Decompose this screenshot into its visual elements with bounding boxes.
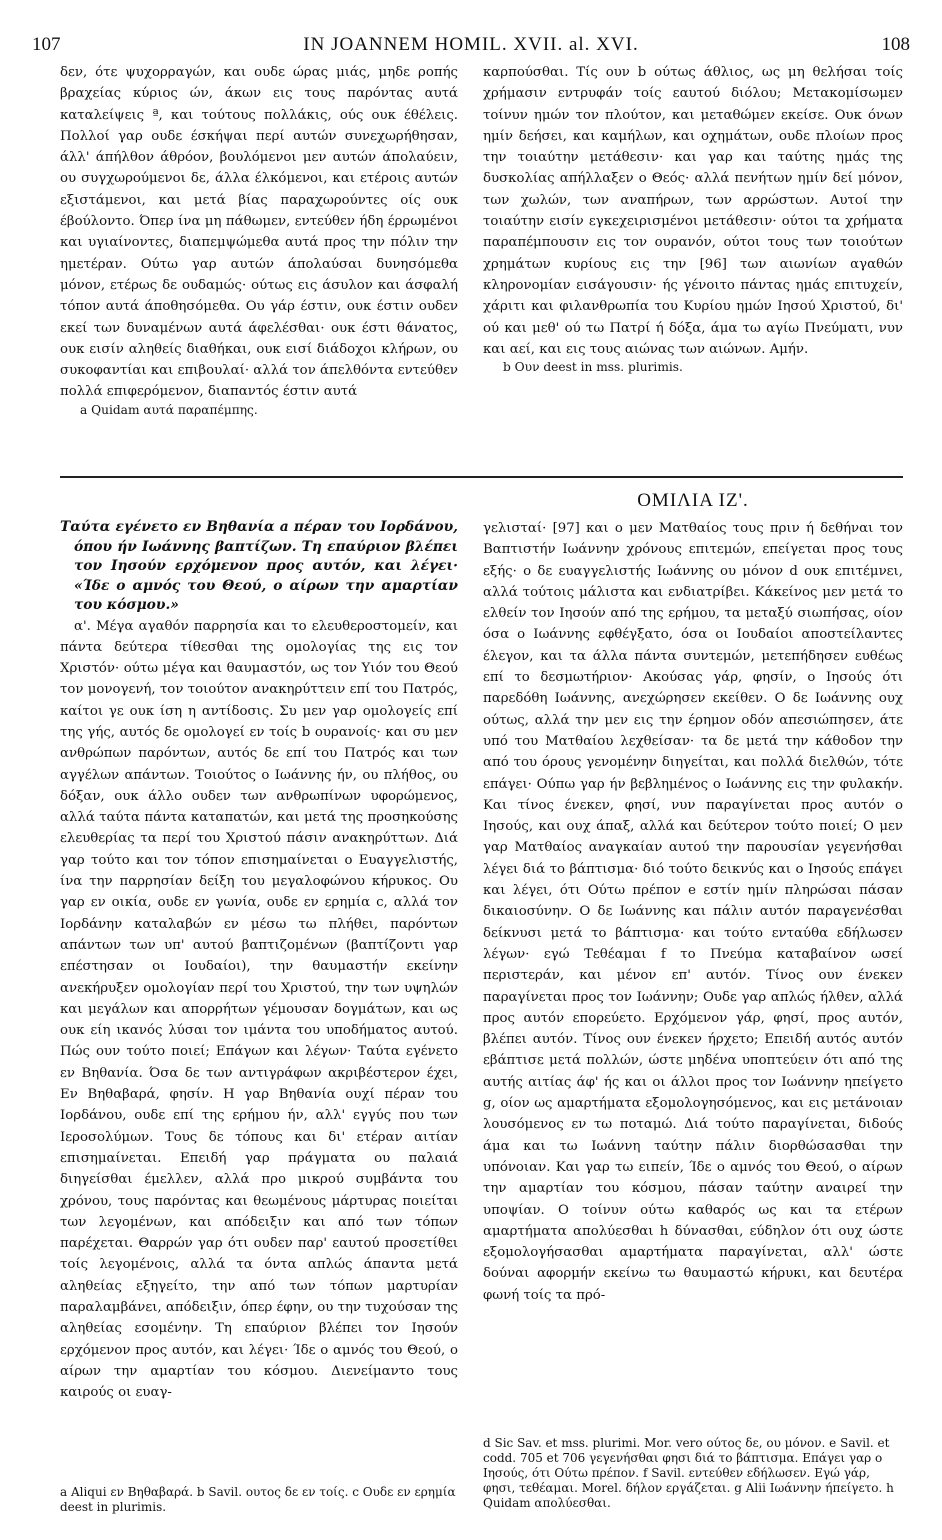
bottom-right-footnotes	[483, 1436, 903, 1512]
footnote-item: d Sic Sav. et mss. plurimi. Mor. vero ούτος δε, ου μόνον. e Savil. et codd. 705 et 706 γεγενήσθαι φησι διά το βάπτισμα. Επάγει γαρ ο Ιησούς, ότι Ούτω πρέπον. f Savil. εντεύθεν εδήλωσεν. Εγώ γάρ, φησι, τεθέαμαι. Morel. δήλον εργάζεται. g Alii Ιωάννην ήπείγετο. h Quidam απολύεσθαι.	[483, 1436, 894, 1510]
bottom-left-text: α'. Μέγα αγαθόν παρρησία και το ελευθεροστομείν, και πάντα δεύτερα τίθεσθαι της ομολογίας της εις τον Χριστόν· ούτω μέγα και θαυμαστόν, ως τον Υιόν του Θεού τον μονογενή, τον τοιούτον ανακηρύττειν επί του Πατρός, καίτοι γε ουκ ίση η αντίδοσις. Συ μεν γαρ ομολογείς επί της γής, αυτός δε ομολογεί εν τοίς b ουρανοίς· και συ μεν ανθρώπων παρόντων, αυτός δε επί του Πατρός και των αγγέλων απάντων. Τοιούτος ο Ιωάννης ήν, ου πλήθος, ου δόξαν, ουκ άλλο ουδεν των ανθρωπίνων υφορώμενος, αλλά ταύτα πάντα καταπατών, και μετά της προσηκούσης ελευθερίας τα περί του Χριστού πάσιν ανακηρύττων. Διά γαρ τούτο και τον τόπον επισημαίνεται ο Ευαγγελιστής, ίνα την παρρησίαν δείξη του μεγαλοφώνου κήρυκος. Ου γαρ εν οικία, ουδε εν γωνία, ουδε εν ερημία c, αλλά τον Ιορδάνην καταλαβών εν μέσω τω πλήθει, παρόντων απάντων των υπ' αυτού βαπτιζομένων (βαπτίζοντι γαρ επέστησαν οι Ιουδαίοι), την θαυμαστήν εκείνην ανεκήρυξεν ομολογίαν περί του Χριστού, την των υψηλών και μεγάλων και απορρήτων γέμουσαν δογμάτων, και ως ουκ είη ικανός λύσαι τον ιμάντα του υποδήματος αυτού. Πώς ουν τούτο ποιεί; Επάγων και λέγων· Ταύτα εγένετο εν Βηθανία. Όσα δε των αντιγράφων ακριβέστερον έχει, Εν Βηθαβαρά, φησίν. Η γαρ Βηθανία ουχί πέραν του Ιορδάνου, ουδε επί της ερήμου ήν, αλλ' εγγύς που των Ιεροσολύμων. Τους δε τόπους και δι' ετέραν αιτίαν επισημαίνεται. Επειδή γαρ πράγματα ου παλαιά διηγείσθαι έμελλεν, αλλά προ μικρού συμβάντα του χρόνου, τους παρόντας και θεωμένους μάρτυρας ποιείται των λεγομένων, και απόδειξιν και από των τόπων παρέχεται. Θαρρών γαρ ότι ουδεν παρ' εαυτού προσετίθει τοίς λεγομένοις, αλλά τα όντα απλώς άπαντα μετά αληθείας εξηγείτο, την από των τόπων μαρτυρίαν παραλαμβάνει, απόδειξιν, όπερ έφην, ου την τυχούσαν της αληθείας εσομένην. Τη επαύριον βλέπει τον Ιησούν ερχόμενον προς αυτόν, και λέγει· Ίδε ο αμνός του Θεού, ο αίρων την αμαρτίαν του κόσμου. Διενείμαντο τους καιρούς οι ευαγ-	[60, 618, 458, 1401]
bottom-right-text: γελισταί· [97] και ο μεν Ματθαίος τους πριν ή δεθήναι τον Βαπτιστήν Ιωάννην χρόνους επιτεμών, επείγεται προς τους εξής· ο δε ευαγγελιστής Ιωάννης ου μόνον d ουκ επιτέμνει, αλλά τούτοις μάλιστα και ενδιατρίβει. Κάκείνος μεν μετά το ελθείν τον Ιησούν από της ερήμου, τα μεταξύ σιωπήσας, οίον όσα ο Ιωάννης εφθέγξατο, όσα οι Ιουδαίοι αποστείλαντες έλεγον, και τα άλλα πάντα συντεμών, μετεπήδησεν ευθέως επί το δεσμωτήριον· Ακούσας γάρ, φησίν, ο Ιησούς ότι παρεδόθη Ιωάννης, ανεχώρησεν εκείθεν. Ο δε Ιωάννης ουχ ούτως, αλλά την μεν εις την έρημον οδόν απεσιώπησεν, άτε υπό του Ματθαίου λεχθείσαν· τα δε μετά την κάθοδον την από του όρους γενομένην διηγείται, και πολλά διελθών, τότε επάγει· Ούπω γαρ ήν βεβλημένος ο Ιωάννης εις την φυλακήν. Και τίνος ένεκεν, φησί, νυν παραγίνεται προς αυτόν ο Ιησούς, και ουχ άπαξ, αλλά και δεύτερον τούτο ποιεί; Ο μεν γαρ Ματθαίος αναγκαίαν αυτού την παρουσίαν γεγενήσθαι λέγει διά το βάπτισμα· διό τούτο δεικνύς και ο Ιησούς επάγει και λέγει, ότι Ούτω πρέπον e εστίν ημίν πληρώσαι πάσαν δικαιοσύνην. Ο δε Ιωάννης και πάλιν αυτόν παραγενέσθαι δείκνυσι μετά το βάπτισμα· και τούτο ενταύθα εδήλωσεν λέγων· εγώ Τεθέαμαι f το Πνεύμα καταβαίνον ωσεί περιστεράν, και μένον επ' αυτόν. Τίνος ουν ένεκεν παραγίνεται προς τον Ιωάννην; Ουδε γαρ απλώς ήλθεν, αλλά προς αυτόν επορεύετο. Ερχόμενον γάρ, φησί, προς αυτόν, βλέπει αυτόν. Τίνος ουν ένεκεν ήρχετο; Επειδή αυτός αυτόν εβάπτισε μετά πολλών, ώστε μηδένα υποπτεύειν ότι από της αυτής αιτίας άφ' ής και οι άλλοι προς τον Ιωάννην ηπείγετο g, οίον ως αμαρτήματα εξομολογησόμενος, και εις μετάνοιαν λουσόμενος εν τω ποταμώ. Διά τούτο παραγίνεται, διδούς άμα και τω Ιωάννη ταύτην πάλιν διορθώσασθαι την υπόνοιαν. Και γαρ τω ειπείν, Ίδε ο αμνός του Θεού, ο αίρων την αμαρτίαν του κόσμου, πάσαν ταύτην αναιρεί την υποψίαν. Ο τοίνυν ούτω καθαρός ως και τα ετέρων αμαρτήματα απολύεσθαι h δύνασθαι, εύδηλον ότι ουχ ώστε εξομολογήσασθαι αμαρτήματα παραγίνεται, αλλ' ώστε δούναι αφορμήν εκείνω τω θαυμαστώ κήρυκι, και δευτέρα φωνή τοίς τα πρό-	[483, 521, 903, 1303]
footnote-item: a Aliqui εν Βηθαβαρά. b Savil. ουτος δε εν τοίς. c Ουδε εν ερημία deest in plurimis.	[60, 1485, 456, 1514]
bottom-left-footnotes	[60, 1485, 458, 1516]
homily-title: ΟΜΙΛΙΑ ΙΖ'.	[637, 490, 749, 511]
bottom-right-column	[483, 518, 903, 1306]
top-left-text: δεν, ότε ψυχορραγών, και ουδε ώρας μιάς, μηδε ροπής βραχείας κύριος ών, άκων εις τους παρόντας αυτά καταλείψεις ª, και τούτους πολλάκις, ούς ουκ έθέλεις. Πολλοί γαρ ουδε έσκήψαι περί αυτών συνεχωρήθησαν, άλλ' άπήλθον άθρόον, βουλόμενοι μεν αυτών άπολαύειν, ου συγχωρούμενοι δε, άλλα έλκόμενοι, και ετέροις αυτών εξιστάμενοι, και μετά βίας παραχωρούντες οίς ουκ έβούλοντο. Όπερ ίνα μη πάθωμεν, εντεύθεν ήδη έρρωμένοι και υγιαίνοντες, διαπεμψώμεθα αυτά προς την πόλιν την ημετέραν. Ούτω γαρ αυτών άπολαύσαι δυνησόμεθα μόνον, ετέρως δε ουδαμώς· ούτως εις άσυλον και άσφαλή τόπον αυτά άποθησόμεθα. Ου γάρ έστιν, ουκ έστιν ουδεν εκεί των δυναμένων αυτά άφελέσθαι· ουκ έστι θάνατος, ουκ εισίν αληθείς διαθήκαι, ουκ εισί διάδοχοι κλήρων, ου συκοφαντίαι και επιβουλαί· αλλά τον άπελθόντα εντεύθεν πολλά επιφερόμενον, διαπαντός έστιν αυτά	[60, 65, 458, 400]
bottom-left-column	[60, 518, 458, 1403]
top-right-footnote: b Ουν deest in mss. plurimis.	[503, 360, 683, 375]
top-left-column	[60, 62, 458, 418]
page-number-left: 107	[32, 34, 61, 55]
top-right-text: καρπούσθαι. Τίς ουν b ούτως άθλιος, ως μη θελήσαι τοίς χρήμασιν εντρυφάν τοίς εαυτού διόλου; Μετακομίσωμεν τοίνυν ημών τον πλούτον, και μεταθώμεν εκείσε. Ουκ όνων ημίν δεήσει, και καμήλων, και οχημάτων, ουδε πλοίων προς την τοιαύτην μετάθεσιν· και γαρ και ταύτης ημάς της δυσκολίας απήλλαξεν ο Θεός· αλλά πενήτων ημίν δεί μόνον, των χωλών, των αναπήρων, των αρρώστων. Αυτοί την τοιαύτην εισίν εγκεχειρισμένοι μετάθεσιν· ούτοι τα χρήματα παραπέμπουσιν εις τον ουρανόν, ούτοι τους των τοιούτων χρημάτων κυρίους εις την [96] των αιωνίων αγαθών κληρονομίαν εισάγουσιν· ής γένοιτο πάντας ημάς επιτυχείν, χάριτι και φιλανθρωπία του Κυρίου ημών Ιησού Χριστού, δι' ού και μεθ' ού τω Πατρί ή δόξα, άμα τω αγίω Πνεύματι, νυν και αεί, και εις τους αιώνας των αιώνων. Αμήν.	[483, 65, 903, 357]
running-title: IN JOANNEM HOMIL. XVII. al. XVI.	[303, 34, 639, 55]
page-header	[0, 34, 942, 58]
top-right-column	[483, 62, 903, 376]
section-divider	[60, 476, 903, 478]
gospel-lemma: Ταύτα εγένετο εν Βηθανία a πέραν του Ιορδάνου, όπου ήν Ιωάννης βαπτίζων. Τη επαύριον βλέπει τον Ιησούν ερχόμενον προς αυτόν, και λέγει· «Ίδε ο αμνός του Θεού, ο αίρων την αμαρτίαν του κόσμου.»	[60, 519, 458, 613]
top-left-footnote: a Quidam αυτά παραπέμπης.	[80, 402, 258, 417]
page-number-right: 108	[881, 34, 910, 55]
